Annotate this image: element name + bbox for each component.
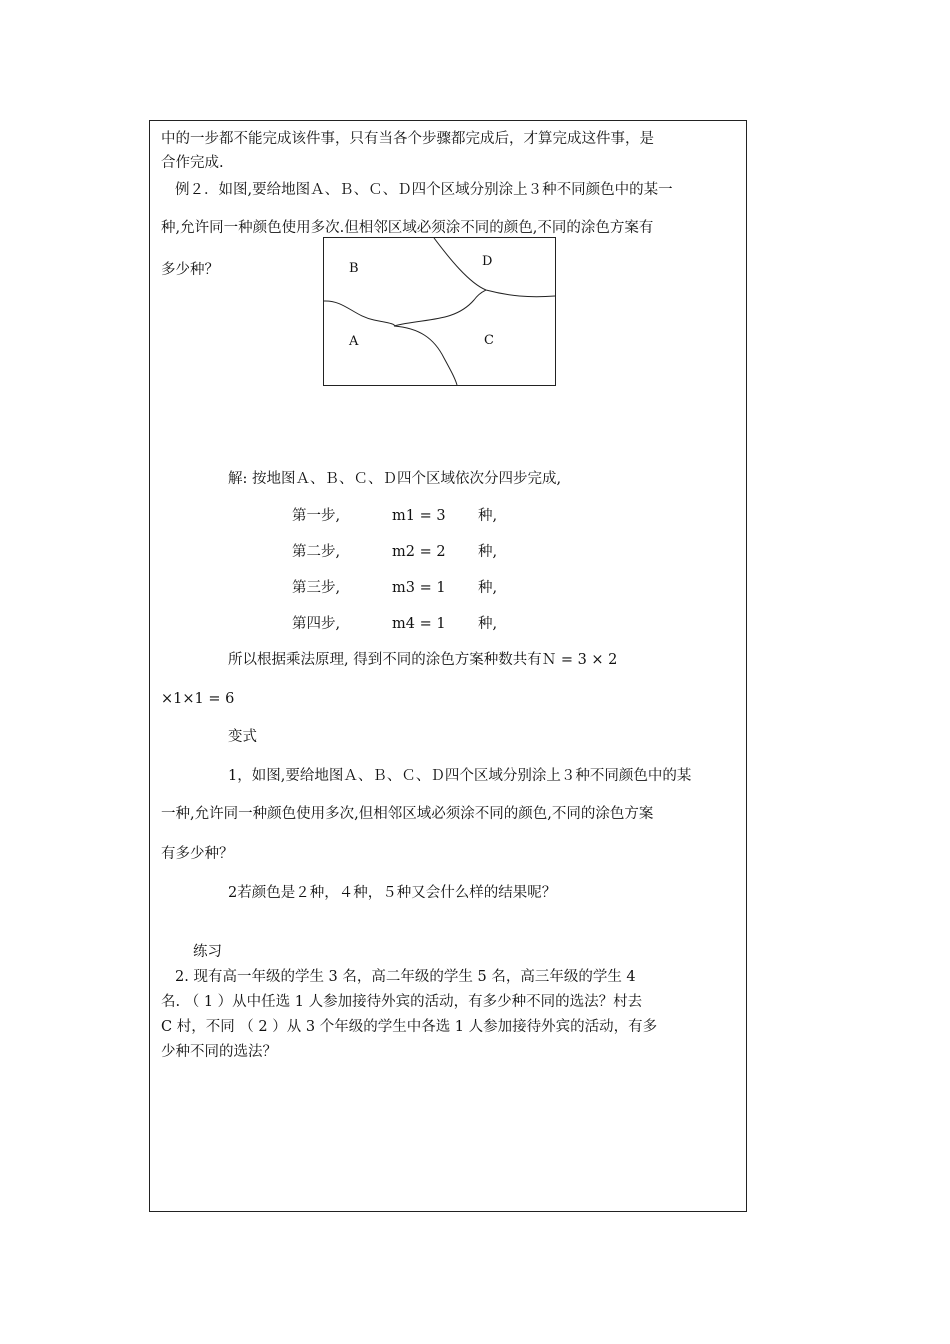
practice-line-4: 少种不同的选法？: [161, 1044, 277, 1060]
solution-conclusion-1: 所以根据乘法原理, 得到不同的涂色方案种数共有Ｎ = 3 × 2: [228, 652, 618, 668]
variant-heading: 变式: [228, 729, 257, 745]
step-1-expr: m1 = 3: [392, 508, 446, 524]
step-4-expr: m4 = 1: [392, 616, 446, 632]
practice-line-2: 名. （ 1 ）从中任选 1 人参加接待外宾的活动，有多少种不同的选法？村去: [161, 994, 643, 1010]
practice-line-3: C 村，不同 （ 2 ）从 3 个年级的学生中各选 1 人参加接待外宾的活动，有多: [161, 1019, 658, 1035]
variant-q1-line-3: 有多少种？: [161, 846, 234, 862]
step-3-unit: 种,: [478, 580, 498, 596]
region-map-figure: [323, 237, 556, 386]
border-a-b: [324, 301, 394, 326]
step-1-label: 第一步,: [292, 508, 341, 524]
step-2-unit: 种,: [478, 544, 498, 560]
border-c-d: [486, 290, 555, 297]
map-label-b: B: [349, 261, 359, 276]
step-3-expr: m3 = 1: [392, 580, 446, 596]
map-label-c: C: [484, 333, 494, 348]
variant-q2: 2若颜色是２种，４种，５种又会什么样的结果呢？: [228, 885, 557, 901]
step-4-label: 第四步,: [292, 616, 341, 632]
step-2-label: 第二步,: [292, 544, 341, 560]
step-1-unit: 种,: [478, 508, 498, 524]
practice-line-1: 2. 现有高一年级的学生 3 名，高二年级的学生 5 名，高三年级的学生 4: [175, 969, 636, 985]
map-label-d: D: [482, 254, 493, 269]
practice-heading: 练习: [193, 944, 222, 960]
step-3-label: 第三步,: [292, 580, 341, 596]
border-a-c: [394, 326, 457, 385]
solution-conclusion-2: ×1×1 = 6: [161, 691, 235, 707]
intro-line-1: 中的一步都不能完成该件事，只有当各个步骤都完成后，才算完成这件事，是: [161, 131, 654, 147]
border-b-d: [434, 238, 486, 290]
step-2-expr: m2 = 2: [392, 544, 446, 560]
border-b-c: [394, 290, 486, 326]
intro-line-2: 合作完成.: [161, 155, 224, 171]
variant-q1-line-2: 一种,允许同一种颜色使用多次,但相邻区域必须涂不同的颜色,不同的涂色方案: [161, 806, 654, 822]
example2-line-3: 多少种？: [161, 262, 219, 278]
example2-line-1: 例２．如图,要给地图Ａ、Ｂ、Ｃ、Ｄ四个区域分别涂上３种不同颜色中的某一: [175, 182, 673, 198]
region-borders: [324, 238, 555, 385]
example2-line-2: 种,允许同一种颜色使用多次.但相邻区域必须涂不同的颜色,不同的涂色方案有: [161, 220, 654, 236]
solution-intro: 解: 按地图Ａ、Ｂ、Ｃ、Ｄ四个区域依次分四步完成,: [228, 471, 562, 487]
map-label-a: A: [349, 334, 359, 349]
variant-q1-line-1: 1，如图,要给地图Ａ、Ｂ、Ｃ、Ｄ四个区域分别涂上３种不同颜色中的某: [228, 768, 692, 784]
step-4-unit: 种,: [478, 616, 498, 632]
